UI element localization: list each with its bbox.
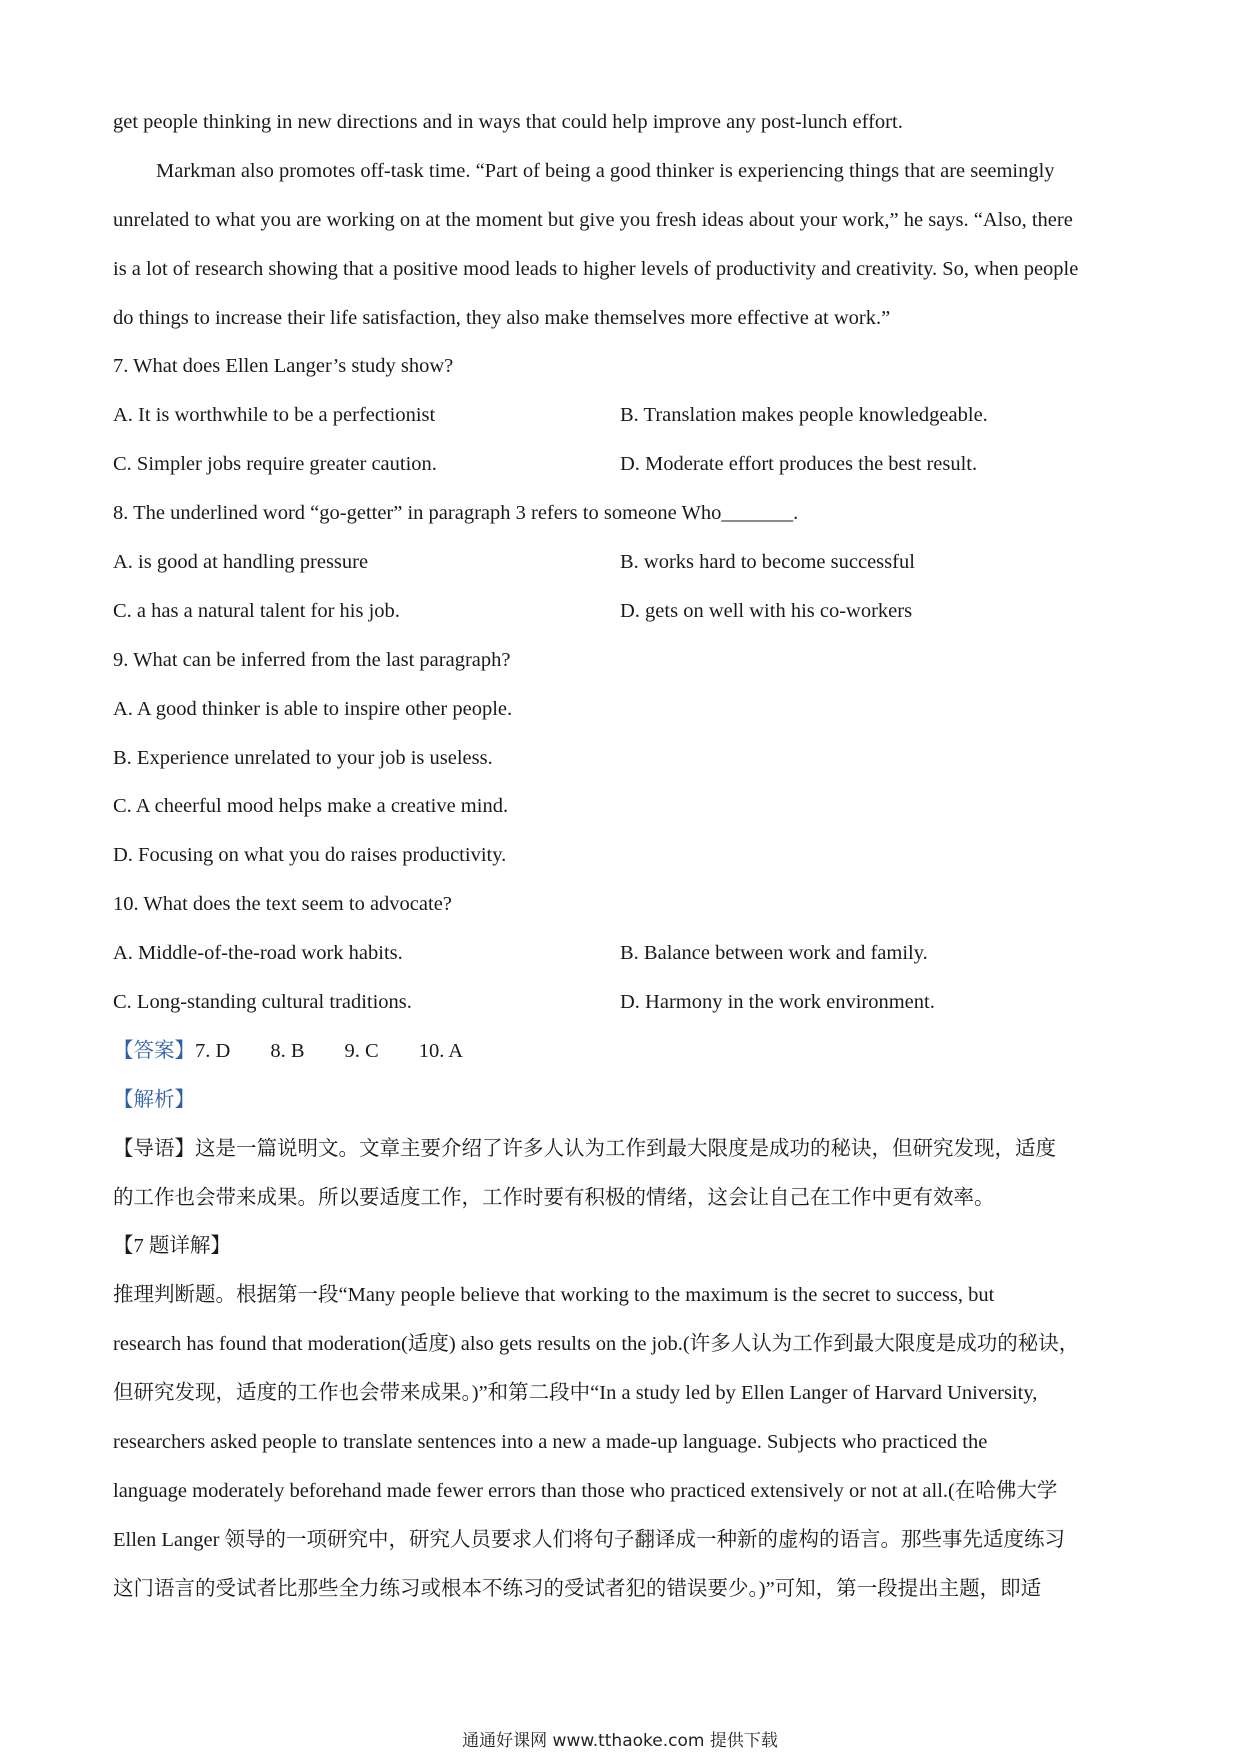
question-8-options-row (113, 587, 1138, 636)
document-page (113, 98, 1138, 1614)
option-a: A. It is worthwhile to be a perfectionist (113, 404, 436, 427)
option-b: B. Experience unrelated to your job is useless. (113, 746, 493, 769)
option-d: D. gets on well with his co-workers (620, 599, 913, 622)
question-9-stem: 9. What can be inferred from the last paragraph? (113, 648, 511, 671)
passage-line: is a lot of research showing that a positive mood leads to higher levels of productivity and creativity. So, when people (113, 257, 1079, 280)
page-footer: 通通好课网 www.tthaoke.com 提供下载 (462, 1731, 778, 1751)
option-b: B. Translation makes people knowledgeable. (620, 404, 988, 427)
analysis-line: 但研究发现，适度的工作也会带来成果。)”和第二段中“In a study led by Ellen Langer of Harvard University, (113, 1382, 1038, 1405)
analysis-line: language moderately beforehand made fewer errors than those who practiced extensively or not at all.(在哈佛大学 (113, 1479, 1058, 1502)
question-10-options-row (113, 978, 1138, 1027)
option-d: D. Focusing on what you do raises productivity. (113, 844, 507, 867)
question-7-options-row (113, 391, 1138, 440)
passage-line: do things to increase their life satisfaction, they also make themselves more effective at work.” (113, 306, 891, 329)
option-a: A. is good at handling pressure (113, 551, 369, 574)
q7-analysis-label: 【7 题详解】 (113, 1235, 231, 1258)
intro-text: 这是一篇说明文。文章主要介绍了许多人认为工作到最大限度是成功的秘诀，但研究发现，适度 (195, 1137, 1056, 1160)
passage-line: Markman also promotes off-task time. “Part of being a good thinker is experiencing things that are seemingly (156, 159, 1055, 182)
option-d: D. Moderate effort produces the best result. (620, 453, 978, 476)
answer-item: 9. C (344, 1039, 379, 1062)
option-b: B. works hard to become successful (620, 551, 915, 574)
option-b: B. Balance between work and family. (620, 942, 928, 965)
intro-line: 的工作也会带来成果。所以要适度工作，工作时要有积极的情绪，这会让自己在工作中更有效率。 (113, 1186, 995, 1209)
intro-line (113, 1125, 1138, 1174)
analysis-line: 这门语言的受试者比那些全力练习或根本不练习的受试者犯的错误要少。)”可知，第一段提出主题，即适 (113, 1577, 1042, 1600)
option-c: C. A cheerful mood helps make a creative mind. (113, 795, 509, 818)
answer-item: 8. B (270, 1039, 305, 1062)
passage-line: get people thinking in new directions and in ways that could help improve any post-lunch effort. (113, 111, 903, 133)
option-d: D. Harmony in the work environment. (620, 991, 935, 1014)
option-c: C. a has a natural talent for his job. (113, 599, 400, 622)
question-7-options-row (113, 440, 1138, 489)
question-10-stem: 10. What does the text seem to advocate? (113, 893, 452, 916)
option-c: C. Simpler jobs require greater caution. (113, 453, 437, 476)
analysis-label: 【解析】 (113, 1088, 195, 1111)
option-a: A. Middle-of-the-road work habits. (113, 942, 403, 965)
answer-label: 【答案】 (113, 1039, 195, 1062)
analysis-line: Ellen Langer 领导的一项研究中，研究人员要求人们将句子翻译成一种新的虚构的语言。那些事先适度练习 (113, 1528, 1066, 1551)
question-7-stem: 7. What does Ellen Langer’s study show? (113, 355, 454, 378)
answer-item: 10. A (418, 1039, 464, 1062)
intro-label: 【导语】 (113, 1137, 195, 1160)
option-c: C. Long-standing cultural traditions. (113, 991, 412, 1014)
analysis-line: researchers asked people to translate sentences into a new a made-up language. Subjects who practiced the (113, 1431, 988, 1454)
answer-item: 7. D (195, 1039, 231, 1062)
analysis-line: 推理判断题。根据第一段“Many people believe that working to the maximum is the secret to success, but (113, 1284, 995, 1307)
question-8-stem: 8. The underlined word “go-getter” in paragraph 3 refers to someone Who_______. (113, 502, 799, 525)
passage-line: unrelated to what you are working on at the moment but give you fresh ideas about your work,” he says. “Also, there (113, 208, 1073, 231)
answer-key (113, 1027, 1138, 1076)
option-a: A. A good thinker is able to inspire other people. (113, 697, 513, 720)
analysis-line: research has found that moderation(适度) also gets results on the job.(许多人认为工作到最大限度是成功的秘诀， (113, 1333, 1080, 1356)
question-10-options-row (113, 929, 1138, 978)
question-8-options-row (113, 538, 1138, 587)
